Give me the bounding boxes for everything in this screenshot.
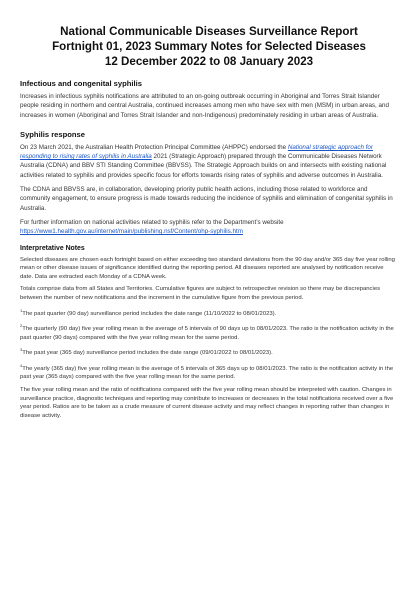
paragraph-text: 2021 (Strategic Approach) prepared through the Communicable Diseases Network Australia (CDNA) and BBV STI Standing Committee (BBVSS). The Strategic Approach builds on and intersects with existing national activities related to syphilis and provides specific focus for efforts towards rising rates of syphilis and adverse outcomes in Australia. [20, 153, 387, 179]
report-page [20, 24, 398, 424]
note-number: 2 [20, 323, 23, 329]
note-number: 1 [20, 307, 23, 313]
note-text: The past year (365 day) surveillance period includes the date range (09/01/2022 to 08/01/2023). [22, 350, 273, 357]
note-1 [20, 307, 398, 319]
section-paragraph-syphilis: Increases in infectious syphilis notifications are attributed to an on-going outbreak occurring in Aboriginal and Torres Strait Islander people residing in northern and central Australia, continued increases among men who have sex with men (MSM) in urban areas, and increases in women (Aboriginal and Torres Strait Islander and non-Indigenous) predominately residing in urban areas of Australia. [20, 93, 389, 119]
syphilis-response-paragraph-1 [20, 143, 398, 180]
syphilis-response-paragraph-2: The CDNA and BBVSS are, in collaboration, developing priority public health actions, including those related to workforce and community engagement, to ensure progress is made towards reducing the incidence of syphilis and elimination of congenital syphilis in Australia. [20, 186, 393, 212]
note-text: The yearly (365 day) five year rolling mean is the average of 5 intervals of 365 days up to 08/01/2023. The ratio is the notification activity in the past year (365 days) compared with the five year rolling mean for the same period. [20, 365, 394, 381]
section-heading-syphilis: Infectious and congenital syphilis [20, 79, 142, 88]
note-3 [20, 346, 398, 358]
strategic-approach-link[interactable]: National strategic approach for responding to rising rates of syphilis in Australia [20, 143, 373, 161]
section-heading-interpretative-notes: Interpretative Notes [20, 244, 85, 252]
title-line-2: Fortnight 01, 2023 Summary Notes for Selected Diseases [52, 40, 366, 53]
note-number: 3 [20, 347, 23, 353]
note-text: The past quarter (90 day) surveillance period includes the date range (11/10/2022 to 08/01/2023). [22, 310, 277, 317]
report-title [20, 24, 398, 69]
title-line-3: 12 December 2022 to 08 January 2023 [104, 55, 314, 68]
note-text: The quarterly (90 day) five year rolling mean is the average of 5 intervals of 90 days up to 08/01/2023. The ratio is the notification activity in the past quarter (90 days) compared with the five year rolling mean for the same period. [20, 326, 394, 341]
paragraph-text: For further information on national activities related to syphilis refer to the Department’s website [20, 218, 284, 226]
notes-paragraph-3: The five year rolling mean and the ratio of notifications compared with the five year rolling mean should be interpreted with caution. Changes in surveillance practice, diagnostic techniques and reporting may contribute to increases or decreases in the total notifications received over a five year period. Ratios are to be taken as a crude measure of current disease activity and may reflect changes in reporting rather than changes in disease activity. [20, 386, 394, 419]
title-line-1: National Communicable Diseases Surveillance Report [60, 25, 358, 38]
paragraph-text: On 23 March 2021, the Australian Health Protection Principal Committee (AHPPC) endorsed the [20, 143, 288, 151]
section-heading-syphilis-response: Syphilis response [20, 129, 85, 139]
note-4 [20, 362, 398, 382]
notes-paragraph-1: Selected diseases are chosen each fortnight based on either exceeding two standard deviations from the 90 day and/or 365 day five year rolling mean or other disease issues of significance identified during the reporting period. All diseases reported are analysed by notification receive date. Data are extracted each Monday of a CDNA week. [20, 256, 395, 280]
department-website-link[interactable]: https://www1.health.gov.au/internet/main/publishing.nsf/Content/ohp-syphilis.htm [20, 228, 243, 236]
note-number: 4 [20, 362, 23, 368]
notes-paragraph-2: Totals comprise data from all States and Territories. Cumulative figures are subject to retrospective revision so there may be discrepancies between the number of new notifications and the increment in the cumulative figure from the previous period. [20, 286, 381, 301]
syphilis-response-paragraph-3 [20, 218, 398, 237]
note-2 [20, 322, 398, 342]
